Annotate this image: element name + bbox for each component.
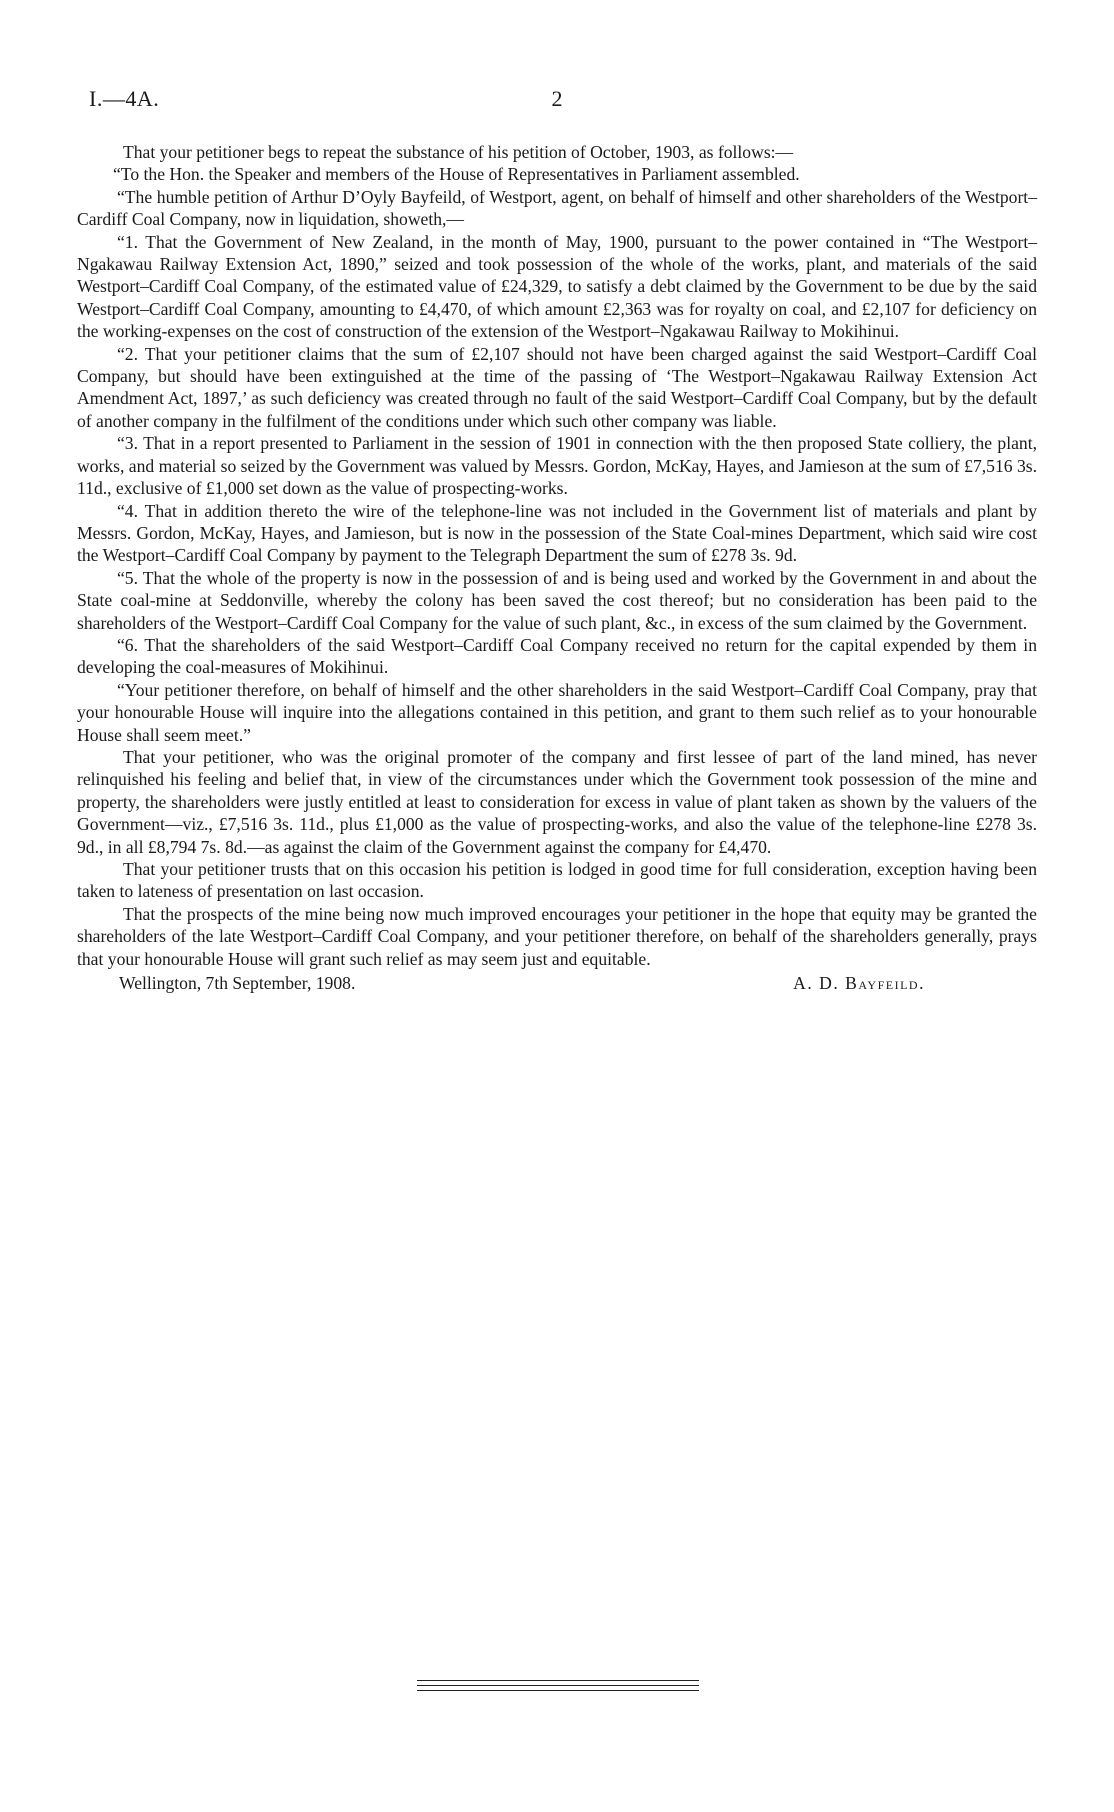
- timing-paragraph: That your petitioner trusts that on this occasion his petition is lodged in good time for full consideration, exception having been taken to lateness of presentation on last occasion.: [77, 859, 1037, 902]
- address-paragraph: “To the Hon. the Speaker and members of the House of Representatives in Parliament assembled.: [113, 164, 800, 185]
- clause-4-paragraph: “4. That in addition thereto the wire of the telephone-line was not included in the Government list of materials and plant by Messrs. Gordon, McKay, Hayes, and Jamieson, but is now in the possession of the State Coal-mines Department, which said wire cost the Westport–Cardiff Coal Company by payment to the Telegraph Department the sum of £278 3s. 9d.: [77, 500, 1037, 566]
- closing-rule: [417, 1690, 699, 1691]
- page-header: [77, 86, 1037, 116]
- closing-rule: [417, 1680, 699, 1681]
- closing-rule: [417, 1685, 699, 1686]
- signoff: [77, 972, 1037, 996]
- prospects-paragraph: That the prospects of the mine being now much improved encourages your petitioner in the hope that equity may be granted the shareholders of the late Westport–Cardiff Coal Company, and your petitioner therefore, on behalf of the shareholders generally, prays that your honourable House will grant such relief as may seem just and equitable.: [77, 903, 1037, 969]
- preamble-paragraph: “The humble petition of Arthur D’Oyly Bayfeild, of Westport, agent, on behalf of himself and other shareholders of the Westport–Cardiff Coal Company, now in liquidation, showeth,—: [77, 186, 1037, 230]
- clause-3-paragraph: “3. That in a report presented to Parliament in the session of 1901 in connection with the then proposed State colliery, the plant, works, and material so seized by the Government was valued by Messrs. Gordon, McKay, Hayes, and Jamieson at the sum of £7,516 3s. 11d., exclusive of £1,000 set down as the value of prospecting-works.: [77, 433, 1037, 499]
- intro-paragraph: That your petitioner begs to repeat the substance of his petition of October, 1903, as follows:—: [123, 142, 794, 162]
- signature: A. D. Bayfeild.: [793, 973, 925, 994]
- clause-2-paragraph: “2. That your petitioner claims that the sum of £2,107 should not have been charged against the said Westport–Cardiff Coal Company, but should have been extinguished at the time of the passing of ‘The Westport–Ngakawau Railway Extension Act Amendment Act, 1897,’ as such deficiency was created through no fault of the said Westport–Cardiff Coal Company, but by the default of another company in the fulfilment of the conditions under which such other company was liable.: [77, 343, 1037, 431]
- prayer-paragraph: “Your petitioner therefore, on behalf of himself and the other shareholders in the said Westport–Cardiff Coal Company, pray that your honourable House will inquire into the allegations contained in this petition, and grant to them such relief as to your honourable House shall seem meet.”: [77, 679, 1037, 745]
- place-date: Wellington, 7th September, 1908.: [119, 973, 356, 994]
- promoter-paragraph: That your petitioner, who was the original promoter of the company and first lessee of part of the land mined, has never relinquished his feeling and belief that, in view of the circumstances under which the Government took possession of the mine and property, the shareholders were justly entitled at least to consideration for excess in value of plant taken as shown by the valuers of the Government—viz., £7,516 3s. 11d., plus £1,000 as the value of prospecting-works, and also the value of the telephone-line £278 3s. 9d., in all £8,794 7s. 8d.—as against the claim of the Government against the company for £4,470.: [77, 746, 1037, 857]
- clause-6-paragraph: “6. That the shareholders of the said Westport–Cardiff Coal Company received no return for the capital expended by them in developing the coal-measures of Mokihinui.: [77, 634, 1037, 678]
- page-number: 2: [551, 86, 563, 111]
- clause-1-paragraph: “1. That the Government of New Zealand, in the month of May, 1900, pursuant to the power contained in “The Westport–Ngakawau Railway Extension Act, 1890,” seized and took possession of the whole of the works, plant, and materials of the said Westport–Cardiff Coal Company, of the estimated value of £24,329, to satisfy a debt claimed by the Government to be due by the said Westport–Cardiff Coal Company, amounting to £4,470, of which amount £2,363 was for royalty on coal, and £2,107 for deficiency on the working-expenses on the cost of construction of the extension of the Westport–Ngakawau Railway to Mokihinui.: [77, 231, 1037, 342]
- document-reference: I.—4A.: [89, 86, 160, 111]
- petition-body: [77, 141, 1037, 996]
- clause-5-paragraph: “5. That the whole of the property is now in the possession of and is being used and worked by the Government in and about the State coal-mine at Seddonville, whereby the colony has been saved the cost thereof; but no consideration has been paid to the shareholders of the Westport–Cardiff Coal Company for the value of such plant, &c., in excess of the sum claimed by the Government.: [77, 567, 1037, 633]
